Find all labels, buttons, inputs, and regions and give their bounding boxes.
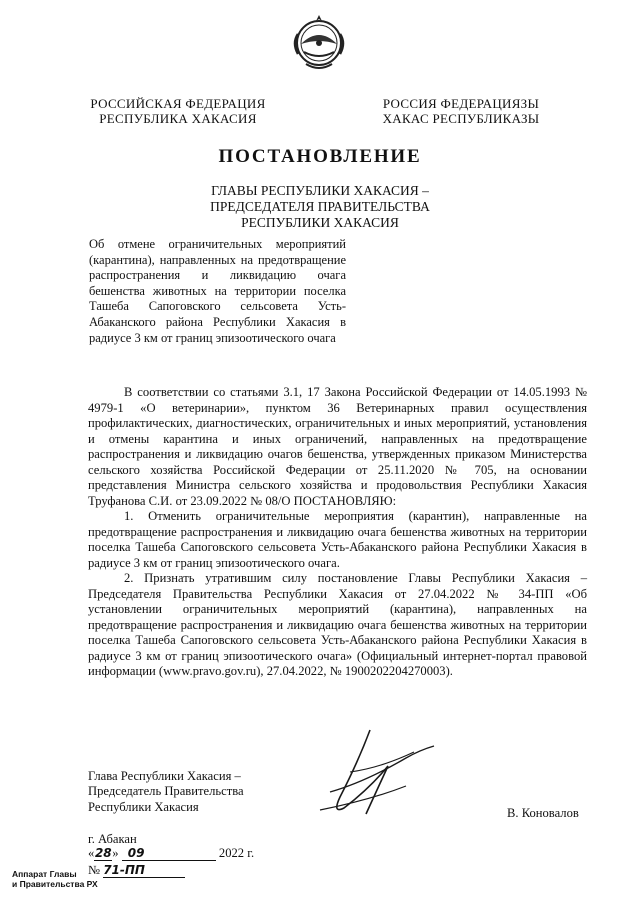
date-line bbox=[88, 846, 254, 861]
signatory-line2: Председатель Правительства bbox=[88, 784, 244, 799]
header-right bbox=[378, 96, 544, 126]
date-close-quote: » bbox=[112, 846, 119, 860]
header-left-line1: РОССИЙСКАЯ ФЕДЕРАЦИЯ bbox=[90, 96, 266, 111]
header-right-line1: РОССИЯ ФЕДЕРАЦИЯЗЫ bbox=[382, 96, 540, 111]
date-month: 09 bbox=[122, 846, 216, 861]
handwritten-signature bbox=[310, 722, 440, 832]
header-right-line2: ХАКАС РЕСПУБЛИКАЗЫ bbox=[382, 111, 540, 126]
place-of-signing: г. Абакан bbox=[88, 832, 137, 846]
registration-stamp bbox=[12, 869, 98, 889]
document-number: 71-ПП bbox=[103, 863, 185, 878]
date-open-quote: « bbox=[88, 846, 95, 860]
document-body bbox=[88, 385, 587, 680]
signatory-name: В. Коновалов bbox=[507, 806, 579, 820]
signatory-line3: Республики Хакасия bbox=[88, 799, 199, 814]
body-item-2: 2. Признать утратившим силу постановление Главы Республики Хакасия – Председателя Правительства Республики Хакасия от 27.04.2022 № 34-ПП «Об установлении ограничительных мероприятий (карантина), направленных на предотвращение распространения и ликвидацию очага бешенства животных на территории поселка Ташеба Сапоговского сельсовета Усть-Абаканского района Республики Хакасия в радиусе 3 км от границ эпизоотического очага» (Официальный интернет-портал правовой информации (www.pravo.gov.ru), 27.04.2022, № 1900202204270003). bbox=[88, 571, 587, 678]
stamp-line2: и Правительства РХ bbox=[12, 879, 98, 889]
header-left bbox=[88, 96, 268, 126]
document-subject: Об отмене ограничительных мероприятий (карантина), направленных на предотвращение распространения и ликвидацию очага бешенства животных на территории поселка Ташеба Сапоговского сельсовета Усть-Абаканского района Республики Хакасия в радиусе 3 км от границ эпизоотического очага bbox=[89, 237, 346, 345]
issuer-line2: ПРЕДСЕДАТЕЛЯ ПРАВИТЕЛЬСТВА bbox=[210, 199, 430, 214]
issuer-line3: РЕСПУБЛИКИ ХАКАСИЯ bbox=[241, 215, 399, 230]
date-year: 2022 г. bbox=[218, 846, 255, 860]
signatory-title bbox=[88, 769, 278, 815]
issuer-line1: ГЛАВЫ РЕСПУБЛИКИ ХАКАСИЯ – bbox=[211, 183, 429, 198]
signatory-line1: Глава Республики Хакасия – bbox=[88, 769, 241, 783]
coat-of-arms-emblem bbox=[288, 12, 350, 74]
header-left-line2: РЕСПУБЛИКА ХАКАСИЯ bbox=[99, 111, 257, 126]
stamp-line1: Аппарат Главы bbox=[12, 869, 77, 879]
issuer-block bbox=[180, 183, 460, 231]
body-item-1: 1. Отменить ограничительные мероприятия (карантин), направленные на предотвращение распространения и ликвидацию очага бешенства животных на территории поселка Ташеба Сапоговского сельсовета Усть-Абаканского района Республики Хакасия в радиусе 3 км от границ эпизоотического очага. bbox=[88, 509, 587, 570]
document-type-title: ПОСТАНОВЛЕНИЕ bbox=[218, 146, 422, 167]
number-prefix: № bbox=[88, 863, 101, 877]
body-preamble: В соответствии со статьями 3.1, 17 Закона Российской Федерации от 14.05.1993 № 4979-1 «О ветеринарии», пунктом 36 Ветеринарных правил осуществления профилактических, диагностических, ограничительных и иных мероприятий, установления и отмены карантина и иных ограничений, направленных на предотвращение распространения и ликвидацию очагов бешенства, утвержденных приказом Министерства сельского хозяйства Российской Федерации от 25.11.2020 № 705, на основании представления Министра сельского хозяйства и продовольствия Республики Хакасия Труфанова С.И. от 23.09.2022 № 08/О ПОСТАНОВЛЯЮ: bbox=[88, 385, 587, 508]
number-line bbox=[88, 863, 185, 878]
date-day: 28 bbox=[94, 846, 112, 860]
